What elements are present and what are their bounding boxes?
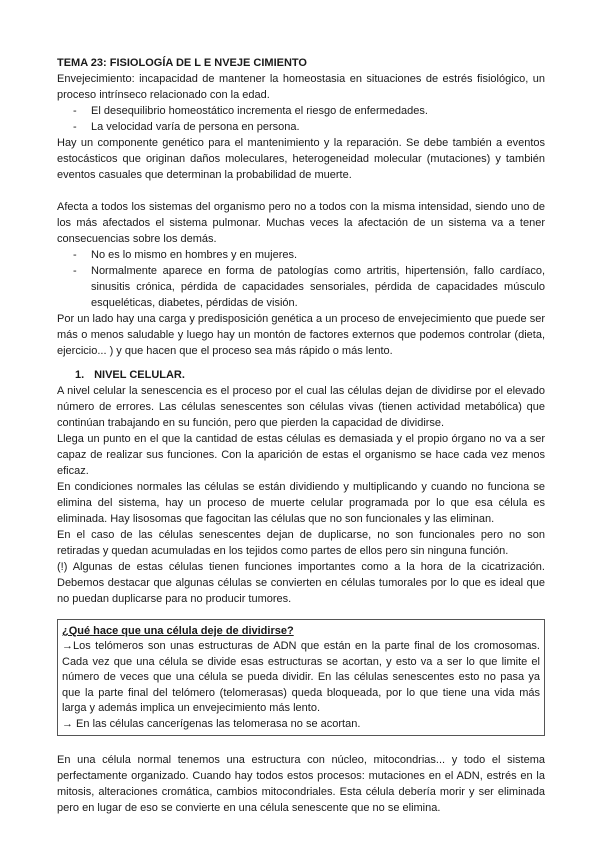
systems-bullet: - Normalmente aparece en forma de patologías como artritis, hipertensión, fallo cardíaco, sinusitis crónica, pérdida de capacidades sensoriales, pérdida de capacidades músculo esqueléticas, diabetes, pérdidas de visión. — [57, 263, 545, 311]
spacer — [57, 736, 545, 752]
section-paragraph: A nivel celular la senescencia es el proceso por el cual las células dejan de dividirse por el elevado número de errores. Las células senescentes son células vivas (tienen actividad metabólica) que continúan trabajando en su función, pero que pierden la capacidad de dividirse. — [57, 385, 545, 429]
section-paragraph: En el caso de las células senescentes dejan de duplicarse, no son funcionales pero no son retiradas y quedan acumuladas en los tejidos como partes de ellos pero sin ninguna función. — [57, 529, 545, 557]
intro-bullet: - El desequilibrio homeostático incrementa el riesgo de enfermedades. — [57, 103, 545, 119]
section-paragraph: En condiciones normales las células se están dividiendo y multiplicando y cuando no funciona se elimina del sistema, hay un proceso de muerte celular programada por lo que esa célula es eliminada. Hay lisosomas que fagocitan las células que no son funcionales y las eliminan. — [57, 481, 545, 525]
intro-genetic-paragraph: Hay un componente genético para el mantenimiento y la reparación. Se debe también a eventos estocásticos que originan daños moleculares, heterogeneidad molecular (mutaciones) y también eventos casuales que determinan la probabilidad de muerte. — [57, 137, 545, 181]
section-heading — [57, 367, 545, 383]
systems-bullet-list — [57, 247, 545, 311]
telomere-info-box — [57, 619, 545, 736]
box-question: ¿Qué hace que una célula deje de dividirse? — [62, 625, 294, 637]
box-paragraph: → En las células cancerígenas las telomerasa no se acortan. — [62, 717, 361, 730]
intro-bullet-list — [57, 103, 545, 135]
section-title: NIVEL CELULAR. — [94, 369, 185, 381]
document-title: TEMA 23: FISIOLOGÍA DE L E NVEJE CIMIENTO — [57, 57, 307, 69]
closing-paragraph: En una célula normal tenemos una estructura con núcleo, mitocondrias... y todo el sistema perfectamente organizado. Cuando hay todos estos procesos: mutaciones en el ADN, estrés en la mitosis, alteraciones cromática, cambios mitocondriales. Esta célula debería morir y ser eliminada pero en lugar de eso se convierte en una célula senescente que no se elimina. — [57, 754, 545, 814]
systems-bullet: - No es lo mismo en hombres y en mujeres. — [57, 247, 545, 263]
section-paragraph: (!) Algunas de estas células tienen funciones importantes como a la hora de la cicatrización. Debemos destacar que algunas células se convierten en células tumorales por lo que es ideal que no puedan duplicarse para no producir tumores. — [57, 561, 545, 605]
section-paragraph: Llega un punto en el que la cantidad de estas células es demasiada y el propio órgano no va a ser capaz de realizar sus funciones. Con la aparición de estas el organismo se hace cada vez menos eficaz. — [57, 433, 545, 477]
spacer — [57, 183, 545, 199]
intro-definition: Envejecimiento: incapacidad de mantener la homeostasia en situaciones de estrés fisiológico, un proceso intrínseco relacionado con la edad. — [57, 73, 545, 101]
box-paragraph: →Los telómeros son unas estructuras de ADN que están en la parte final de los cromosomas. Cada vez que una célula se divide esas estructuras se acortan, y esto va a ser lo que limite el número de veces que una célula se pueda dividir. En las células senescentes esto no pasa ya que la parte final del telómero (telomerasas) queda bloqueada, por lo que tiene una vida más larga y además implica un envejecimiento más lento. — [62, 640, 540, 714]
intro-bullet: - La velocidad varía de persona en persona. — [57, 119, 545, 135]
systems-paragraph: Afecta a todos los sistemas del organismo pero no a todos con la misma intensidad, siendo uno de los más afectados el sistema pulmonar. Muchas veces la afectación de un sistema va a tener consecuencias sobre los demás. — [57, 201, 545, 245]
predisposition-paragraph: Por un lado hay una carga y predisposición genética a un proceso de envejecimiento que puede ser más o menos saludable y luego hay un montón de factores externos que podemos controlar (dieta, ejercicio... ) y que hacen que el proceso sea más rápido o más lento. — [57, 313, 545, 357]
section-number: 1. — [75, 369, 85, 381]
